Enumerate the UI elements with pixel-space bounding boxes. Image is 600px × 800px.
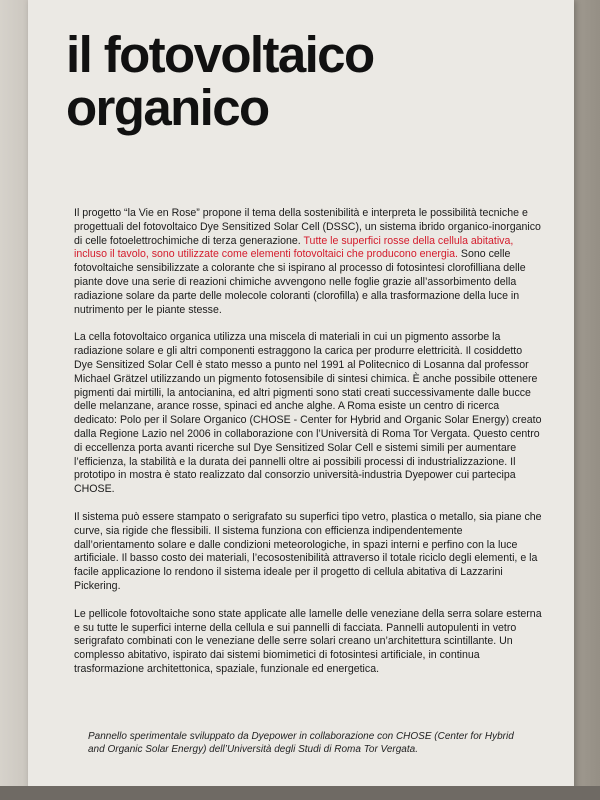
title-line-1: il fotovoltaico	[66, 26, 374, 83]
floor-strip	[0, 786, 600, 800]
paragraph-3: Il sistema può essere stampato o serigrafato su superfici tipo vetro, plastica o metallo, sia piane che curve, sia rigide che flessibili. Il sistema funziona con efficienza indipendentemente dall’orientamento solare e dalle condizioni meteorologiche, in spazi interni e perfino con la luce artificiale. Il basso costo dei materiali, l’ecosostenibilità attraverso il totale riciclo degli elementi, e la facile applicazione lo rendono il sistema ideale per il progetto di cellula abitativa di Lazzarini Pickering.	[74, 510, 542, 592]
page-title	[66, 28, 374, 134]
paragraph-1	[74, 207, 542, 317]
paragraph-1-rest: Sono celle fotovoltaiche sensibilizzate a colorante che si ispirano al processo di fotosintesi clorofilliana delle piante dove una serie di reazioni chimiche avvengono nelle foglie grazie all’assorbimento della radiazione solare da parte delle molecole coloranti (clorofilla) e alla trasformazione della luce in nutrimento per le piante stesse.	[74, 248, 526, 316]
credit-note: Pannello sperimentale sviluppato da Dyepower in collaborazione con CHOSE (Center for Hybrid and Organic Solar Energy) dell’Università degli Studi di Roma Tor Vergata.	[88, 731, 514, 756]
title-line-2: organico	[66, 79, 269, 136]
paragraph-2: La cella fotovoltaico organica utilizza una miscela di materiali in cui un pigmento assorbe la radiazione solare e gli altri componenti estraggono la carica per produrre elettricità. Il cosiddetto Dye Sensitized Solar Cell è stato messo a punto nel 1991 al Politecnico di Losanna dal professor Michael Grätzel utilizzando un pigmento fotosensibile di sintesi chimica. È anche possibile ottenere pigmenti dai mirtilli, la antocianina, ed altri pigmenti sono stati creati successivamente dalle bucce delle melanzane, arance rosse, spinaci ed anche alghe. A Roma esiste un centro di ricerca dedicato: Polo per il Solare Organico (CHOSE - Center for Hybrid and Organic Solar Energy) creato dalla Regione Lazio nel 2006 in collaborazione con l’Università di Roma Tor Vergata. Questo centro di eccellenza porta avanti ricerche sul Dye Sensitized Solar Cell e sistemi simili per aumentare l’efficienza, la stabilità e la durata dei pannelli oltre ai possibili processi di industrializzazione. Il prototipo in mostra è stato realizzato dal consorzio università-industria Dyepower cui partecipa CHOSE.	[74, 331, 542, 496]
body-text	[74, 207, 542, 691]
paragraph-1-highlight: Tutte le superfici rosse della cellula abitativa, incluso il tavolo, sono utilizzate come elementi fotovoltaici che producono energia.	[74, 234, 514, 261]
paragraph-4: Le pellicole fotovoltaiche sono state applicate alle lamelle delle veneziane della serra solare esterna e su tutte le superfici interne della cellula e sui pannelli di facciata. Pannelli autopulenti in vetro serigrafato combinati con le veneziane delle serre solari creano un’architettura scintillante. Un complesso abitativo, ispirato dai sistemi biomimetici di fotosintesi artificiale, in continua trasformazione architettonica, spaziale, funzionale ed energetica.	[74, 607, 542, 675]
paragraph-1-intro: Il progetto “la Vie en Rose” propone il tema della sostenibilità e interpreta le possibilità tecniche e progettuali del fotovoltaico Dye Sensitized Solar Cell (DSSC), un sistema ibrido organico-inorganico di celle fotoelettrochimiche di terza generazione.	[74, 207, 541, 247]
